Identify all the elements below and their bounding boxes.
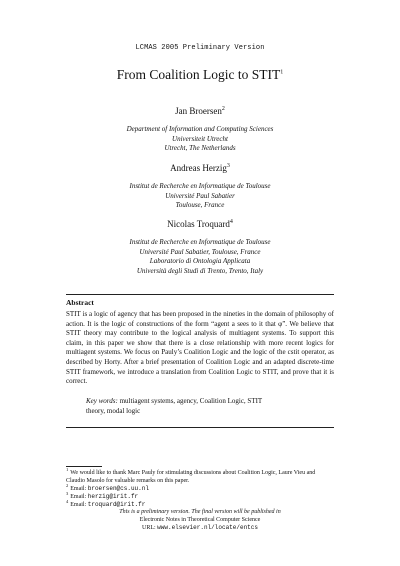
abstract-heading: Abstract (66, 298, 94, 307)
author-name: Andreas Herzig (170, 163, 227, 173)
preliminary-note (0, 508, 400, 532)
affiliation-line: Laboratorio di Ontologia Applicata (149, 257, 251, 266)
keywords (86, 397, 326, 416)
footnote-1 (66, 469, 334, 485)
email-label: Email: (70, 486, 87, 492)
preliminary-url-line (0, 524, 400, 532)
author-name: Nicolas Troquard (167, 219, 230, 229)
footnote-mark: 1 (66, 467, 69, 472)
url-label: URL: (142, 525, 156, 531)
affiliation-line: Utrecht, The Netherlands (164, 144, 236, 153)
author-mark: 2 (221, 106, 225, 112)
footnote-2 (66, 485, 334, 493)
footnotes (66, 469, 334, 509)
footnote-3 (66, 493, 334, 501)
abstract-body (66, 310, 334, 387)
keywords-line-1: multiagent systems, agency, Coalition Logic, STIT (119, 397, 263, 405)
abstract-text: STIT is a logic of agency that has been proposed in the nineties in the domain of philosophy of action. It is the logic of constructions of the form “agent a sees to it that φ”. We believe that STIT theory may contribute to the logical analysis of multiagent systems. To support this claim, in this paper we show that there is a close relationship with more recent logics for multiagent systems. We focus on Pauly’s Coalition Logic and the logic of the cstit operator, as described by Horty. After a brief presentation of Coalition Logic and an adapted discrete-time STIT framework, we introduce a translation from Coalition Logic to STIT, and prove that it is correct. (66, 310, 334, 386)
title-footnote-mark: 1 (280, 69, 284, 76)
footnote-mark: 4 (66, 499, 69, 504)
author-2-affiliation (0, 182, 400, 211)
keywords-line-2: theory, modal logic (86, 406, 141, 415)
affiliation-line: Università degli Studi di Trento, Trento, Italy (136, 266, 264, 275)
paper-title (0, 67, 400, 83)
affiliation-line: Toulouse, France (175, 201, 225, 210)
author-1 (0, 106, 400, 116)
author-1-affiliation (0, 125, 400, 154)
email-label: Email: (70, 494, 87, 500)
title-text: From Coalition Logic to STIT (116, 67, 281, 82)
email-label: Email: (70, 502, 87, 508)
footnote-text: We would like to thank Marc Pauly for stimulating discussions about Coalition Logic, Laure Vieu and Claudio Masolo for valuable remarks on this paper. (66, 470, 316, 484)
footnote-mark: 2 (66, 483, 69, 488)
affiliation-line: Université Paul Sabatier, Toulouse, France (139, 247, 261, 256)
email-link[interactable]: broersen@cs.uu.nl (87, 485, 149, 492)
preliminary-line-2: Electronic Notes in Theoretical Computer Science (139, 517, 261, 523)
url-link[interactable]: www.elsevier.nl/locate/entcs (157, 524, 258, 531)
author-2 (0, 163, 400, 173)
affiliation-line: Université Paul Sabatier (165, 191, 235, 200)
email-link[interactable]: herzig@irit.fr (87, 493, 139, 500)
affiliation-line: Universiteit Utrecht (172, 134, 228, 143)
affiliation-line: Department of Information and Computing Sciences (126, 125, 274, 133)
affiliation-line: Institut de Recherche en Informatique de Toulouse (129, 182, 271, 190)
keywords-label: Key words: (86, 397, 118, 405)
footnote-rule (66, 466, 102, 467)
abstract-bottom-rule (66, 427, 334, 428)
email-link[interactable]: troquard@irit.fr (87, 501, 146, 508)
author-mark: 3 (226, 163, 230, 169)
affiliation-line: Institut de Recherche en Informatique de Toulouse (129, 238, 271, 246)
abstract-top-rule (66, 294, 334, 295)
footnote-mark: 3 (66, 491, 69, 496)
running-head: LCMAS 2005 Preliminary Version (135, 44, 265, 52)
author-3 (0, 219, 400, 229)
author-mark: 4 (229, 219, 233, 225)
preliminary-line-1: This is a preliminary version. The final version will be published in (119, 509, 281, 515)
author-name: Jan Broersen (175, 106, 222, 116)
author-3-affiliation (0, 238, 400, 276)
